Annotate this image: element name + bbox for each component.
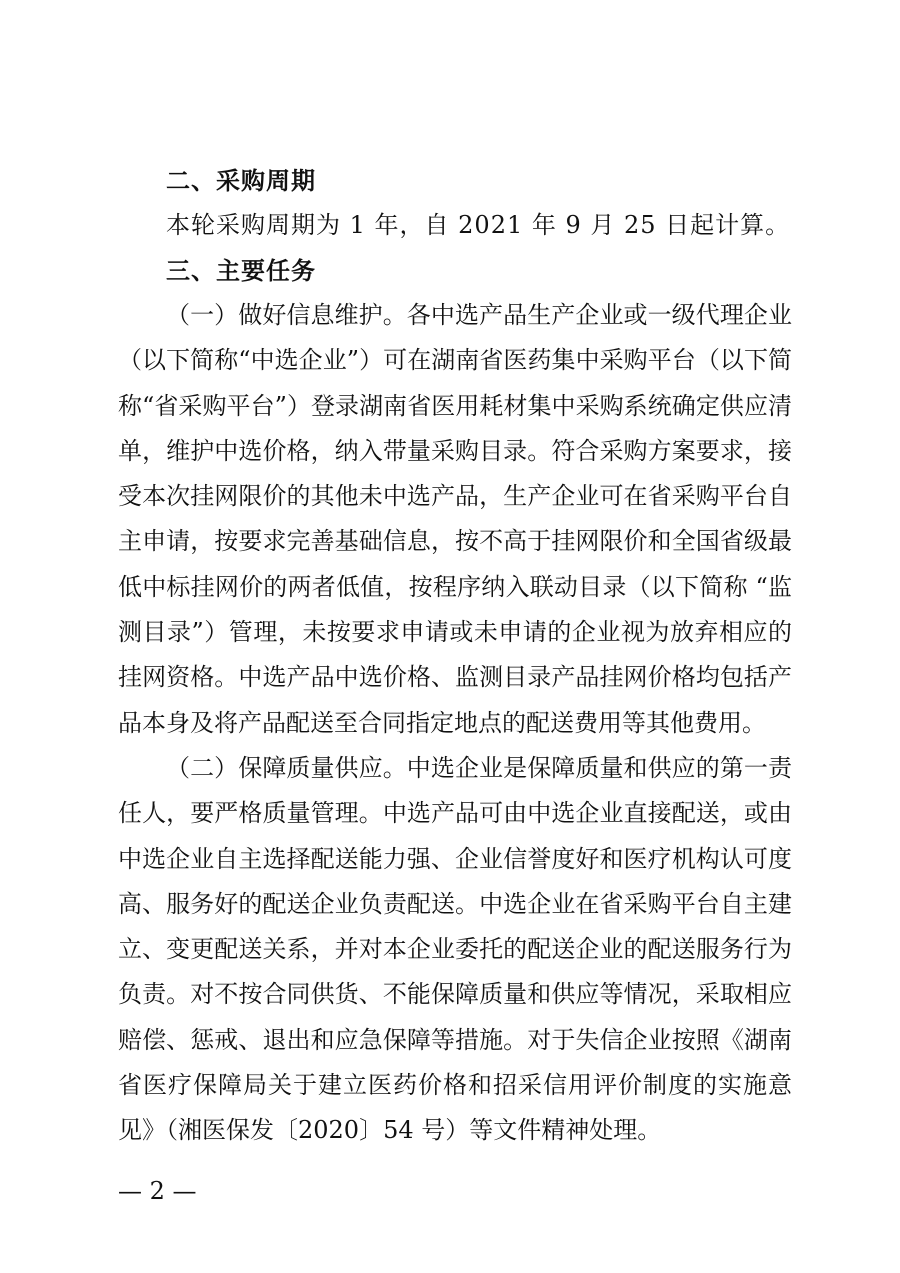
paragraph-info-maintenance xyxy=(118,293,792,746)
paragraph-line: 任人，要严格质量管理。中选产品可由中选企业直接配送，或由 xyxy=(118,799,792,828)
paragraph-line: 品本身及将产品配送至合同指定地点的配送费用等其他费用。 xyxy=(118,708,766,737)
paragraph-line: （二）保障质量供应。中选企业是保障质量和供应的第一责 xyxy=(166,753,792,782)
procurement-period-text: 本轮采购周期为 1 年，自 2021 年 9 月 25 日起计算。 xyxy=(166,211,791,239)
paragraph-line: （以下简称“中选企业”）可在湖南省医药集中采购平台（以下简 xyxy=(118,346,792,375)
paragraph-line: 负责。对不按合同供货、不能保障质量和供应等情况，采取相应 xyxy=(118,980,792,1009)
paragraph-line: 称“省采购平台”）登录湖南省医用耗材集中采购系统确定供应清 xyxy=(118,391,792,420)
section-heading-procurement-period: 二、采购周期 xyxy=(166,166,316,195)
document-body xyxy=(118,158,792,1154)
paragraph-line: 挂网资格。中选产品中选价格、监测目录产品挂网价格均包括产 xyxy=(118,663,792,692)
section-heading-main-tasks: 三、主要任务 xyxy=(166,256,316,285)
paragraph-line: 主申请，按要求完善基础信息，按不高于挂网限价和全国省级最 xyxy=(118,527,792,556)
paragraph-line: 受本次挂网限价的其他未中选产品，生产企业可在省采购平台自 xyxy=(118,482,792,511)
page-number: — 2 — xyxy=(118,1177,197,1205)
paragraph-line: （一）做好信息维护。各中选产品生产企业或一级代理企业 xyxy=(166,301,792,329)
paragraph-quality-supply xyxy=(118,746,792,1154)
paragraph-line: 低中标挂网价的两者低值，按程序纳入联动目录（以下简称 “监 xyxy=(118,572,792,601)
paragraph-line: 见》（湘医保发〔2020〕54 号）等文件精神处理。 xyxy=(118,1116,662,1145)
paragraph-line: 中选企业自主选择配送能力强、企业信誉度好和医疗机构认可度 xyxy=(118,844,792,873)
paragraph-line: 省医疗保障局关于建立医药价格和招采信用评价制度的实施意 xyxy=(118,1071,792,1100)
paragraph-line: 立、变更配送关系，并对本企业委托的配送企业的配送服务行为 xyxy=(118,935,792,964)
paragraph-line: 测目录”）管理，未按要求申请或未申请的企业视为放弃相应的 xyxy=(118,618,792,647)
paragraph-line: 单，维护中选价格，纳入带量采购目录。符合采购方案要求，接 xyxy=(118,436,792,465)
paragraph-line: 赔偿、惩戒、退出和应急保障等措施。对于失信企业按照《湖南 xyxy=(118,1025,792,1054)
paragraph-line: 高、服务好的配送企业负责配送。中选企业在省采购平台自主建 xyxy=(118,889,792,918)
